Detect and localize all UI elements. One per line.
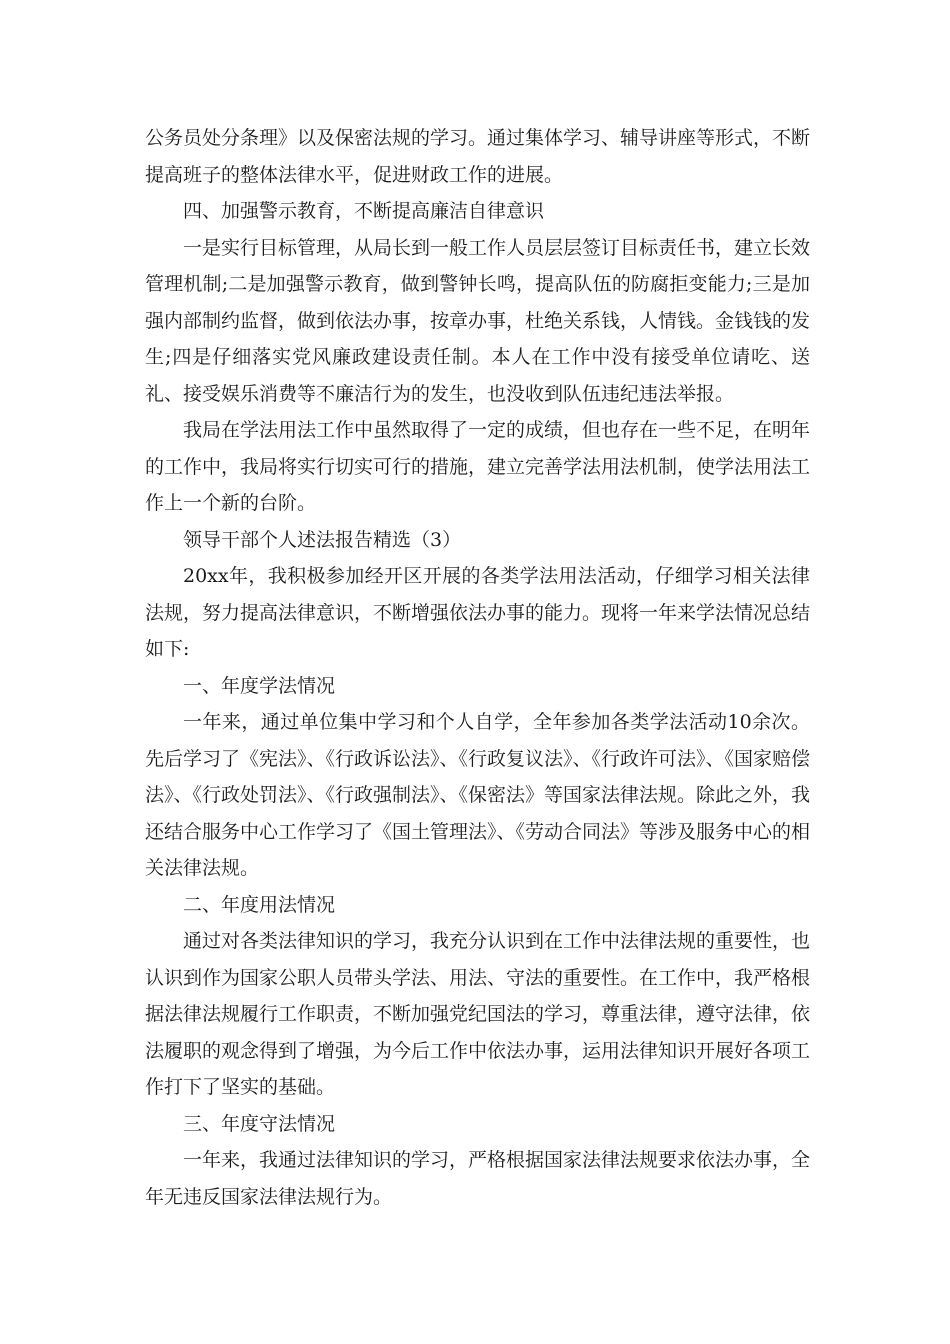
section-heading-application: 二、年度用法情况 xyxy=(183,893,336,916)
paragraph-intro-continuation: 公务员处分条理》以及保密法规的学习。通过集体学习、辅导讲座等形式，不断提高班子的整体法律水平，促进财政工作的进展。 xyxy=(145,127,811,186)
paragraph-study: 一年来，通过单位集中学习和个人自学，全年参加各类学法活动10余次。先后学习了《宪法》、《行政诉讼法》、《行政复议法》、《行政许可法》、《国家赔偿法》、《行政处罚法》、《行政强制法》、《保密法》等国家法律法规。除此之外，我还结合服务中心工作学习了《国土管理法》、《劳动合同法》等涉及服务中心的相关法律法规。 xyxy=(145,711,811,879)
section-heading-warning-education: 四、加强警示教育，不断提高廉洁自律意识 xyxy=(183,200,545,222)
paragraph-management-measures: 一是实行目标管理，从局长到一般工作人员层层签订目标责任书，建立长效管理机制;二是加强警示教育，做到警钟长鸣，提高队伍的防腐拒变能力;三是加强内部制约监督，做到依法办事，按章办事，杜绝关系钱，人情钱。金钱钱的发生;四是仔细落实党风廉政建设责任制。本人在工作中没有接受单位请吃、送礼、接受娱乐消费等不廉洁行为的发生，也没收到队伍违纪违法举报。 xyxy=(145,236,811,405)
section-heading-study: 一、年度学法情况 xyxy=(183,674,336,697)
paragraph-report-intro: 20xx年，我积极参加经开区开展的各类学法用法活动，仔细学习相关法律法规，努力提高法律意识，不断增强依法办事的能力。现将一年来学法情况总结如下: xyxy=(145,565,811,660)
paragraph-application: 通过对各类法律知识的学习，我充分认识到在工作中法律法规的重要性，也认识到作为国家公职人员带头学法、用法、守法的重要性。在工作中，我严格根据法律法规履行工作职责，不断加强党纪国法的学习，尊重法律，遵守法律，依法履职的观念得到了增强，为今后工作中依法办事，运用法律知识开展好各项工作打下了坚实的基础。 xyxy=(145,930,811,1098)
report-title-3: 领导干部个人述法报告精选（3） xyxy=(183,528,462,551)
paragraph-conclusion: 我局在学法用法工作中虽然取得了一定的成绩，但也存在一些不足，在明年的工作中，我局将实行切实可行的措施，建立完善学法用法机制，使学法用法工作上一个新的台阶。 xyxy=(145,419,811,514)
document-body xyxy=(145,120,810,1215)
section-heading-compliance: 三、年度守法情况 xyxy=(183,1112,336,1135)
paragraph-compliance: 一年来，我通过法律知识的学习，严格根据国家法律法规要求依法办事，全年无违反国家法律法规行为。 xyxy=(145,1149,811,1208)
